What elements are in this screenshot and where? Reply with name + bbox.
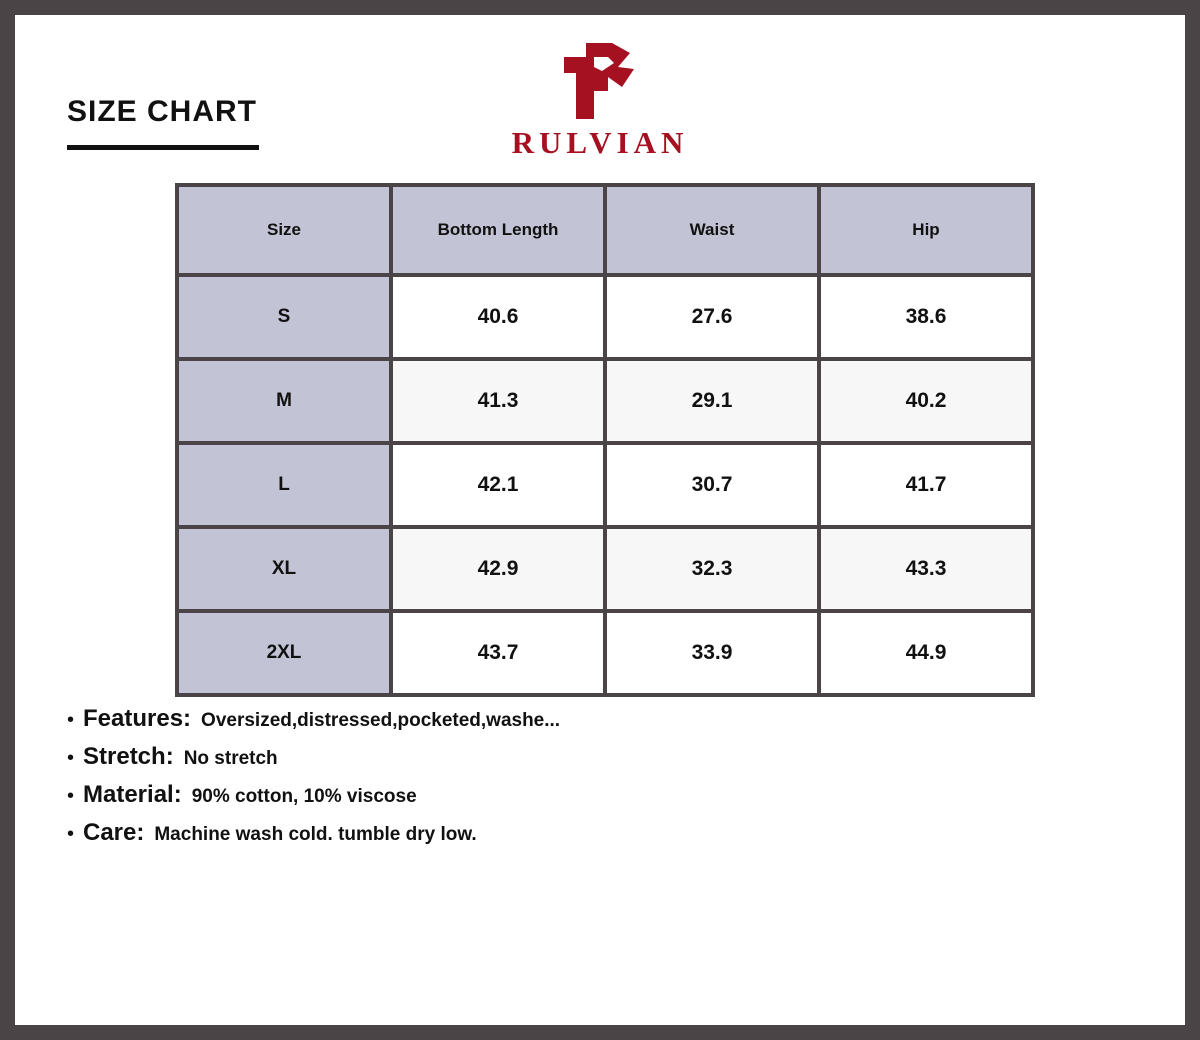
brand-lockup: [15, 39, 1185, 161]
cell-bottom-length: 40.6: [391, 275, 605, 359]
column-header-bottom-length: Bottom Length: [391, 185, 605, 275]
list-item: [67, 781, 1067, 809]
cell-bottom-length: 42.1: [391, 443, 605, 527]
page-inner-border: [12, 12, 1188, 1028]
brand-name: RULVIAN: [511, 125, 689, 160]
cell-size: M: [177, 359, 391, 443]
size-table-wrapper: [175, 183, 1035, 697]
column-header-size: Size: [177, 185, 391, 275]
note-label-care: Care:: [83, 819, 145, 846]
table-row: [177, 611, 1033, 695]
note-label-stretch: Stretch:: [83, 743, 174, 770]
product-notes-list: [67, 705, 1067, 857]
size-table-body: [177, 275, 1033, 695]
note-label-material: Material:: [83, 781, 182, 808]
cell-size: L: [177, 443, 391, 527]
cell-hip: 44.9: [819, 611, 1033, 695]
bullet-icon: •: [67, 747, 75, 769]
cell-size: S: [177, 275, 391, 359]
bullet-icon: •: [67, 823, 75, 845]
list-item: [67, 819, 1067, 847]
table-row: [177, 443, 1033, 527]
table-row: [177, 359, 1033, 443]
cell-bottom-length: 42.9: [391, 527, 605, 611]
cell-waist: 29.1: [605, 359, 819, 443]
cell-waist: 33.9: [605, 611, 819, 695]
size-table-head: [177, 185, 1033, 275]
rulvian-r-logo-icon: [552, 39, 648, 123]
cell-hip: 41.7: [819, 443, 1033, 527]
table-row: [177, 275, 1033, 359]
note-value-care: Machine wash cold. tumble dry low.: [154, 824, 477, 845]
cell-size: XL: [177, 527, 391, 611]
size-table: [175, 183, 1035, 697]
table-header-row: [177, 185, 1033, 275]
note-label-features: Features:: [83, 705, 192, 732]
cell-hip: 43.3: [819, 527, 1033, 611]
cell-hip: 38.6: [819, 275, 1033, 359]
cell-waist: 32.3: [605, 527, 819, 611]
cell-waist: 27.6: [605, 275, 819, 359]
note-value-material: 90% cotton, 10% viscose: [191, 786, 417, 807]
list-item: [67, 705, 1067, 733]
column-header-waist: Waist: [605, 185, 819, 275]
cell-bottom-length: 43.7: [391, 611, 605, 695]
bullet-icon: •: [67, 785, 75, 807]
note-value-stretch: No stretch: [183, 748, 278, 769]
column-header-hip: Hip: [819, 185, 1033, 275]
cell-bottom-length: 41.3: [391, 359, 605, 443]
page-title: SIZE CHART: [67, 95, 257, 128]
bullet-icon: •: [67, 709, 75, 731]
table-row: [177, 527, 1033, 611]
list-item: [67, 743, 1067, 771]
cell-waist: 30.7: [605, 443, 819, 527]
cell-size: 2XL: [177, 611, 391, 695]
cell-hip: 40.2: [819, 359, 1033, 443]
note-value-features: Oversized,distressed,pocketed,washe...: [201, 710, 561, 731]
